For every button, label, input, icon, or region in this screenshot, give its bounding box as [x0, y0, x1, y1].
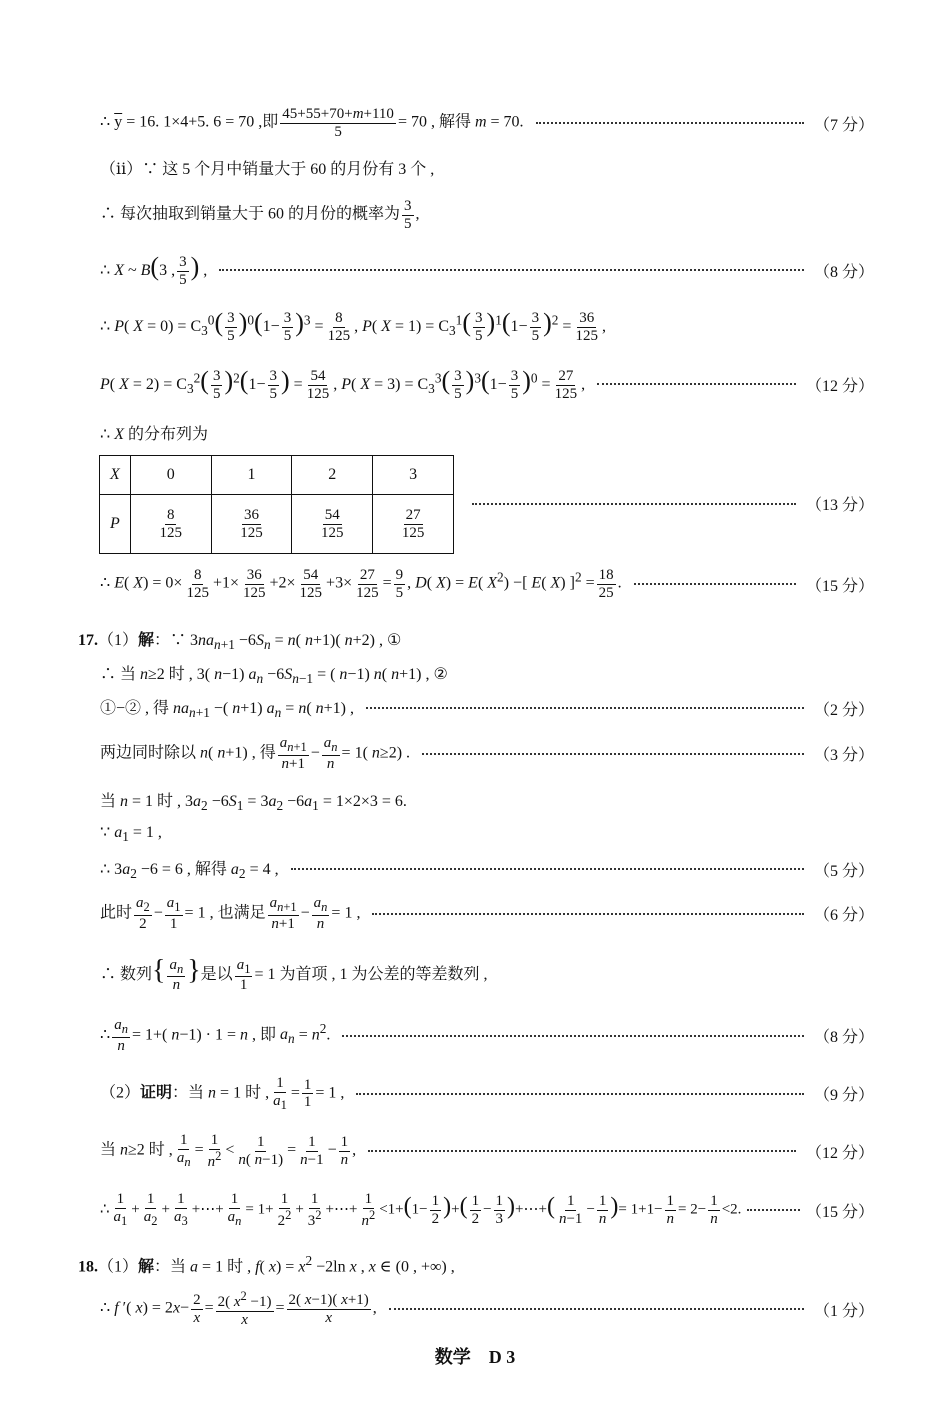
line-p2-p3: [100, 366, 874, 402]
leader-dots: [536, 122, 804, 124]
text-mean: ∴ $\overline{y} = 16$. 1×4+5. 6 = 70 ,即 $\frac{45+55+70+m+110}{5}$ = 70 , 解得 m = 70.: [100, 106, 524, 140]
score-label: （12 分）: [805, 1144, 874, 1162]
text-q17b: ∴ 当 n≥2 时 , 3( n−1) $a_n -6S_{n-1}$ = ( n−1) n( n+1) , ②: [100, 666, 448, 687]
leader-dots: [368, 1150, 796, 1152]
line-q17k: [100, 1075, 874, 1112]
text-q17d: 两边同时除以 n( n+1) , 得 $\frac{a_{n+1}}{n+1}$ − $\frac{a_n}{n}$ = 1( n≥2) .: [100, 735, 411, 772]
text-q17f: ∵ $a_1 = 1$ ,: [100, 824, 162, 845]
line-q17h: [100, 895, 874, 932]
score-label: （13 分）: [805, 497, 874, 514]
leader-dots: [291, 868, 804, 870]
text-q17h: 此时 $\frac{a_2}{2}$ − $\frac{a_1}{1}$ = 1 , 也满足 $\frac{a_{n+1}}{n+1}$ − $\frac{a_n}{n}$ = 1 ,: [100, 895, 361, 932]
line-mean: [100, 106, 874, 140]
text-p2-p3: P( $X = 2) = C_3^2$( $\frac{3}{5}$ )$^2$(1− $\frac{3}{5}$ ) = $\frac{54}{125}$ , P( $X = 3) = C_3^3$( $\frac{3}{5}$ )$^3$(1− $\frac{3}{5}$ )$^0$ = $\frac{27}{125}$ ,: [100, 366, 586, 402]
text-prob: ∴ 每次抽取到销量大于 60 的月份的概率为 $\frac{3}{5}$ ,: [100, 198, 420, 232]
text-q17i: ∴ 数列{ $\frac{a_n}{n}$ }是以 $\frac{a_1}{1}$ = 1 为首项 , 1 为公差的等差数列 ,: [100, 955, 488, 994]
text-q17e: 当 n = 1 时 , $3a_2 -6S_1 = 3a_2 -6a_1 = 1\times 2\times 3 = 6$.: [100, 793, 407, 814]
score-label: （8 分）: [813, 263, 874, 281]
score-label: （12 分）: [805, 377, 874, 395]
score-label: （3 分）: [813, 747, 874, 765]
line-dist-intro: [100, 421, 874, 444]
table-cell: $\frac{8}{125}$: [130, 495, 211, 554]
page-footer: 数学 D 3: [434, 1347, 516, 1367]
line-q17g: [100, 856, 874, 882]
table-header-cell: 3: [373, 456, 454, 495]
score-label: （7 分）: [813, 116, 874, 134]
leader-dots: [342, 1035, 804, 1037]
text-months: （ⅱ）∵ 这 5 个月中销量大于 60 的月份有 3 个 ,: [100, 161, 435, 178]
table-header-cell: 2: [292, 456, 373, 495]
leader-dots: [372, 913, 804, 915]
table-header-cell: 0: [130, 456, 211, 495]
leader-dots: [422, 753, 804, 755]
table-header-cell: X: [100, 456, 131, 495]
table-cell: P: [100, 495, 131, 554]
line-binomial: [100, 252, 874, 288]
leader-dots: [356, 1093, 804, 1095]
leader-dots: [472, 503, 796, 505]
text-p0-p1: ∴ P( $X = 0) = C_3^0$( $\frac{3}{5}$ )$^0$(1− $\frac{3}{5}$ )$^3$ = $\frac{8}{125}$ , P( $X = 1) = C_3^1$( $\frac{3}{5}$ )$^1$(1− $\frac{3}{5}$ )$^2$ = $\frac{36}{125}$ ,: [100, 308, 606, 344]
distribution-table: [99, 455, 454, 554]
table-score-line: [460, 492, 874, 515]
score-label: （9 分）: [813, 1087, 874, 1105]
text-q18b: ∴ f ′( x) = 2x− $\frac{2}{x}$ = $\frac{2( x^2 -1)}{x}$ = $\frac{2( x-1)( x+1)}{x}$ ,: [100, 1289, 377, 1328]
leader-dots: [634, 583, 796, 585]
leader-dots: [219, 269, 804, 271]
text-q17j: ∴ $\frac{a_n}{n}$ = 1+( n−1) · 1 = n , 即 $a_n = n^2$.: [100, 1017, 331, 1054]
line-q17l: [100, 1132, 874, 1170]
table-row: [100, 456, 454, 495]
line-q17i: [100, 955, 874, 994]
line-q17d: [100, 735, 874, 772]
score-label: （5 分）: [813, 862, 874, 880]
table-cell: $\frac{36}{125}$: [211, 495, 292, 554]
text-binomial: ∴ X ~ B(3 , $\frac{3}{5}$ ) ,: [100, 252, 208, 288]
line-months: [100, 156, 874, 179]
text-dist-intro: ∴ X 的分布列为: [100, 426, 208, 443]
line-q17b: [100, 661, 874, 687]
table-header-cell: 1: [211, 456, 292, 495]
line-prob: [100, 198, 874, 232]
text-q17l: 当 n≥2 时 , $\frac{1}{a_n}$ = $\frac{1}{n^2}$ < $\frac{1}{n( n-1)}$ = $\frac{1}{n-1}$ − $\frac{1}{n}$ ,: [100, 1132, 357, 1170]
text-expectation: ∴ E( X) = 0× $\frac{8}{125}$ +1× $\frac{36}{125}$ +2× $\frac{54}{125}$ +3× $\frac{27}{125}$ = $\frac{9}{5}$ , D( X) = E( $X^2$) −[ E( X) ]$^2$ = $\frac{18}{25}$ .: [100, 567, 622, 601]
leader-dots: [389, 1308, 804, 1310]
table-cell: $\frac{27}{125}$: [373, 495, 454, 554]
score-label: （15 分）: [805, 1203, 874, 1221]
leader-dots: [597, 383, 796, 385]
leader-dots: [747, 1209, 800, 1211]
line-q17j: [100, 1017, 874, 1054]
line-q17e: [100, 788, 874, 814]
text-q17g: ∴ $3a_2 -6 = 6$ , 解得 $a_2 = 4$ ,: [100, 861, 279, 882]
leader-dots: [366, 707, 804, 709]
line-q18a: [78, 1253, 874, 1276]
line-q17c: [100, 695, 874, 721]
score-label: （15 分）: [805, 577, 874, 595]
score-label: （6 分）: [813, 907, 874, 925]
score-label: （8 分）: [813, 1029, 874, 1047]
table-row: [100, 495, 454, 554]
line-q17m: [100, 1191, 874, 1229]
line-q17a: [78, 627, 874, 653]
score-label: （2 分）: [813, 701, 874, 719]
line-q18b: [100, 1290, 874, 1328]
text-q17a: 17.（1）解：∵ $3na_{n+1} -6S_n = n$( n+1)( n+2) , ①: [78, 632, 402, 653]
text-q18a: 18.（1）解：当 a = 1 时 , f( $x) = x^2 -2\ln$ x , x ∈ (0 , +∞) ,: [78, 1253, 455, 1276]
text-q17k: （2）证明：当 n = 1 时 , $\frac{1}{a_1}$ = $\frac{1}{1}$ = 1 ,: [100, 1075, 345, 1112]
line-q17f: [100, 822, 874, 845]
text-q17c: ①−② , 得 $na_{n+1}$ −( n+1) $a_n = n$( n+1) ,: [100, 700, 354, 721]
line-expectation: [100, 567, 874, 601]
score-label: （1 分）: [813, 1302, 874, 1320]
line-p0-p1: [100, 308, 874, 344]
table-cell: $\frac{54}{125}$: [292, 495, 373, 554]
text-q17m: ∴ $\frac{1}{a_1}$ + $\frac{1}{a_2}$ + $\frac{1}{a_3}$ +⋯+ $\frac{1}{a_n}$ = 1+ $\frac{1}{2^2}$ + $\frac{1}{3^2}$ +⋯+ $\frac{1}{n^2}$ <1+(1− $\frac{1}{2}$ )+( $\frac{1}{2}$ − $\frac{1}{3}$ )+⋯+( $\frac{1}{n-1}$ − $\frac{1}{n}$ )= 1+1− $\frac{1}{n}$ = 2− $\frac{1}{n}$ <2.: [100, 1191, 742, 1229]
